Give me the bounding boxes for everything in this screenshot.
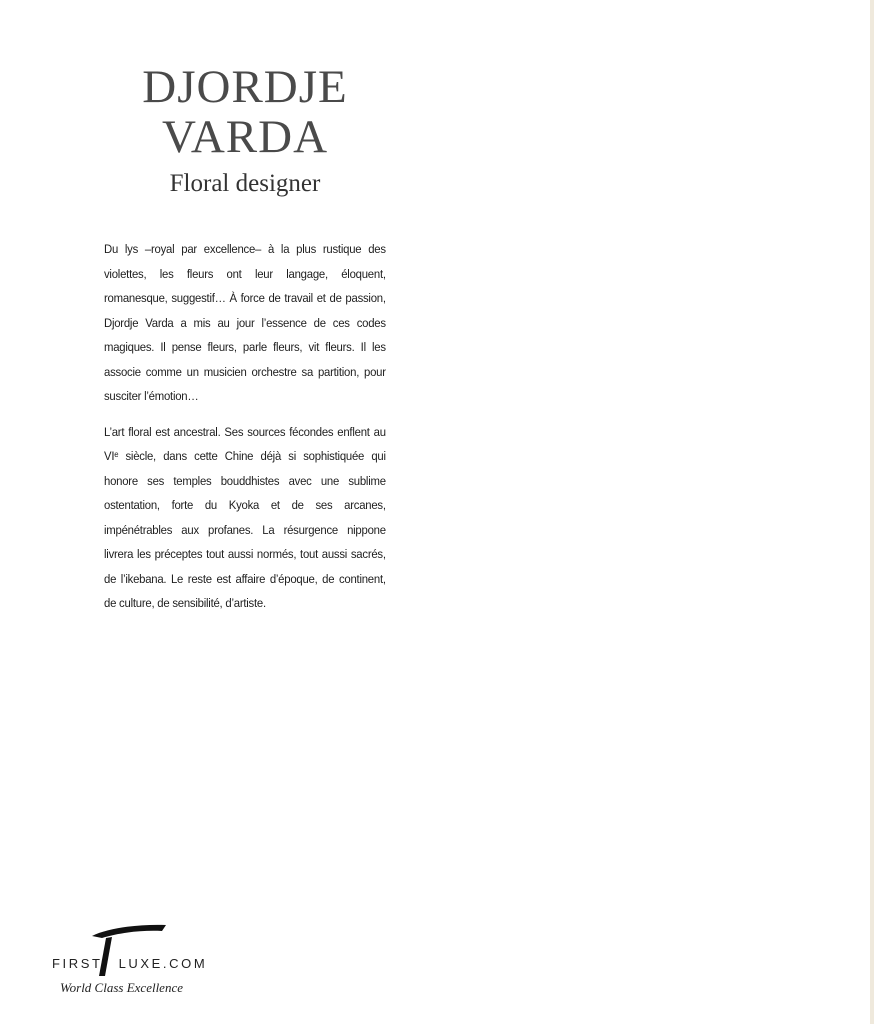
paragraph-2: L’art floral est ancestral. Ses sources fécondes enflent au VIᵉ siècle, dans cette Chine déjà si sophistiquée qui honore ses temples bouddhistes avec une sublime ostentation, forte du Kyoka et de ses arcanes, impénétrables aux profanes. La résurgence nippone livrera les préceptes tout aussi normés, tout aussi sacrés, de l’ikebana. Le reste est affaire d’époque, de continent, de culture, de sensibilité, d’artiste. xyxy=(104,424,386,610)
name-line-2: VARDA xyxy=(161,111,329,163)
logo-wordmark xyxy=(52,956,222,971)
title-block xyxy=(100,62,390,200)
body-text xyxy=(104,237,386,627)
paragraph-1: Du lys –royal par excellence– à la plus rustique des violettes, les fleurs ont leur langage, éloquent, romanesque, suggestif… À force de travail et de passion, Djordje Varda a mis au jour l’essence de ces codes magiques. Il pense fleurs, parle fleurs, vit fleurs. Il les associe comme un musicien orchestre sa partition, pour susciter l’émotion… xyxy=(104,242,386,403)
logo-tagline: World Class Excellence xyxy=(60,980,183,995)
subtitle: Floral designer xyxy=(169,170,321,197)
name-line-1: DJORDJE xyxy=(142,61,348,113)
firstluxe-logo xyxy=(52,922,222,1002)
page-edge xyxy=(870,0,874,1024)
logo-right-text: LUXE.COM xyxy=(118,956,208,971)
logo-left-text: FIRST xyxy=(52,956,103,971)
